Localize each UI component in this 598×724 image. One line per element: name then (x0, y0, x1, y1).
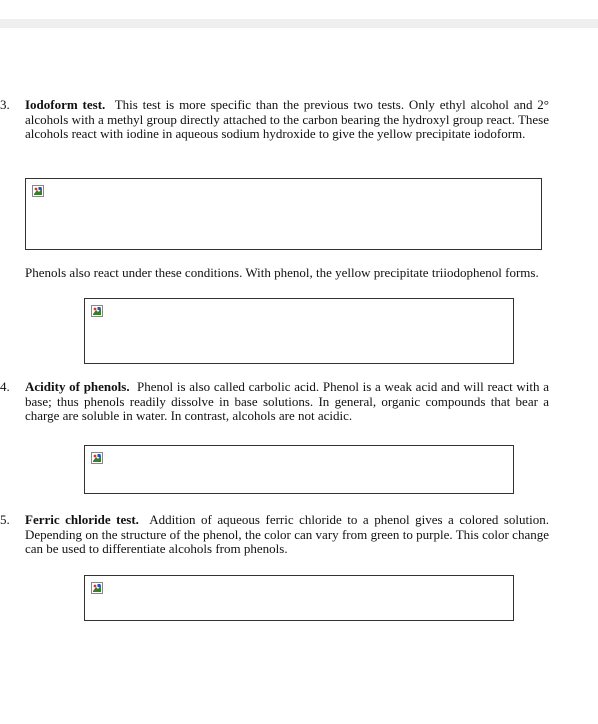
item-number: 5. (0, 512, 10, 527)
item-title: Iodoform test. (25, 97, 106, 112)
item-number: 4. (0, 379, 10, 394)
reaction-image-frame-1 (25, 178, 542, 250)
item-paragraph (25, 513, 549, 557)
top-toolbar-strip (0, 19, 598, 28)
item-title: Acidity of phenols. (25, 379, 130, 394)
reaction-image-frame-3 (84, 445, 514, 494)
broken-image-icon (91, 452, 103, 464)
item-text: Addition of aqueous ferric chloride to a phenol gives a colored solution. Depending on the structure of the phenol, the color can vary from green to purple. This color change can be used to differentiate alcohols from phenols. (25, 512, 550, 556)
item-title: Ferric chloride test. (25, 512, 139, 527)
reaction-image-frame-4 (84, 575, 514, 621)
broken-image-icon (91, 305, 103, 317)
broken-image-icon (91, 582, 103, 594)
item-number: 3. (0, 97, 10, 112)
item-paragraph (25, 380, 549, 424)
item-text: This test is more specific than the previous two tests. Only ethyl alcohol and 2° alcohols with a methyl group directly attached to the carbon bearing the hydroxyl group react. These alcohols react with iodine in aqueous sodium hydroxide to give the yellow precipitate iodoform. (25, 97, 549, 141)
item-text: Phenol is also called carbolic acid. Phenol is a weak acid and will react with a base; thus phenols readily dissolve in base solutions. In general, organic compounds that bear a charge are soluble in water. In contrast, alcohols are not acidic. (25, 379, 550, 423)
item-paragraph (25, 98, 549, 142)
broken-image-icon (32, 185, 44, 197)
reaction-image-frame-2 (84, 298, 514, 364)
phenol-followup-text: Phenols also react under these conditions. With phenol, the yellow precipitate triiodophenol forms. (25, 265, 539, 280)
